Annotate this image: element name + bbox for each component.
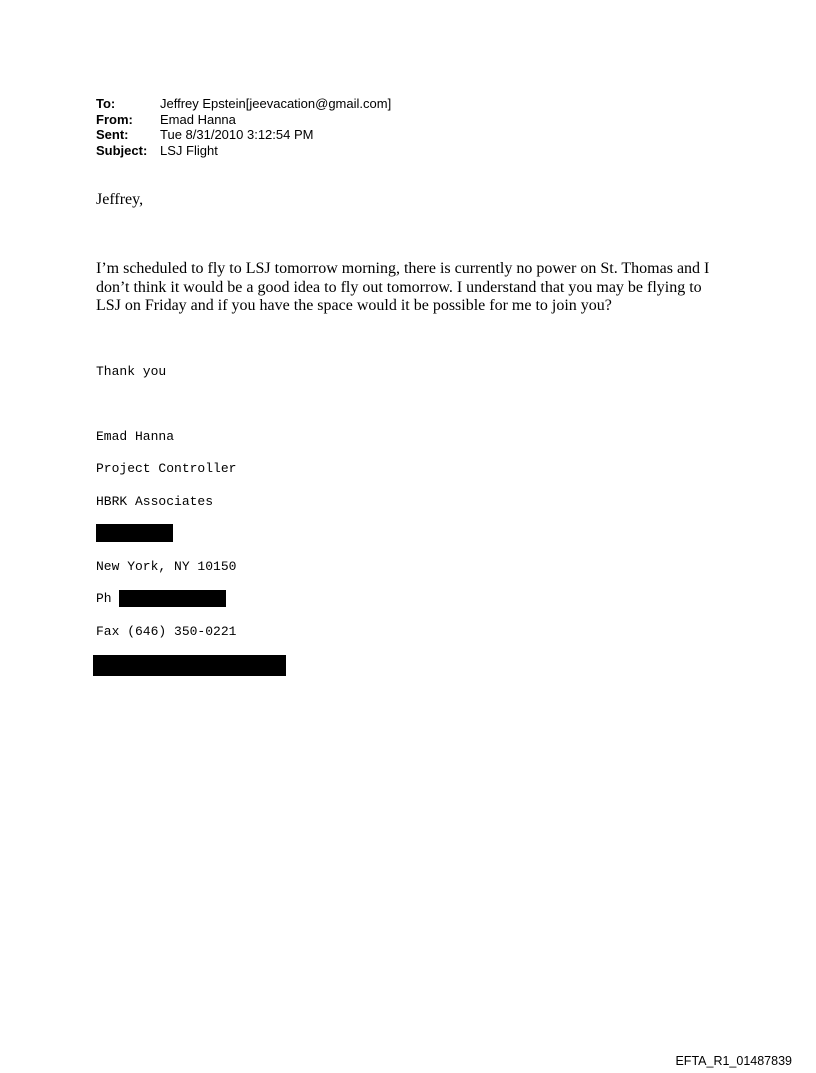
redaction-address: [96, 524, 173, 542]
greeting: Jeffrey,: [96, 191, 144, 208]
subject-value: LSJ Flight: [160, 142, 218, 158]
signature-company: HBRK Associates: [96, 494, 214, 509]
signature-fax: Fax (646) 350-0221: [96, 624, 237, 639]
email-header: [96, 96, 391, 158]
document-id: EFTA_R1_01487839: [675, 1054, 792, 1068]
from-value: Emad Hanna: [160, 111, 236, 127]
from-label: From:: [96, 111, 133, 127]
from-row: [96, 112, 391, 128]
subject-row: [96, 143, 391, 159]
subject-label: Subject:: [96, 142, 148, 158]
redaction-email: [93, 655, 286, 676]
signature-city: New York, NY 10150: [96, 559, 237, 574]
body-line-1: I’m scheduled to fly to LSJ tomorrow morning, there is currently no power on St. Thomas and I: [96, 260, 710, 277]
sent-label: Sent:: [96, 127, 129, 142]
body-line-3: LSJ on Friday and if you have the space would it be possible for me to join you?: [96, 297, 612, 314]
signature-phone-label: Ph: [96, 591, 112, 606]
body-line-2: don’t think it would be a good idea to fly out tomorrow. I understand that you may be flying to: [96, 278, 702, 296]
sent-value: Tue 8/31/2010 3:12:54 PM: [160, 127, 314, 142]
signature-name: Emad Hanna: [96, 429, 175, 444]
body-paragraph: [96, 260, 709, 316]
redaction-phone: [119, 590, 226, 607]
to-label: To:: [96, 96, 116, 111]
to-value: Jeffrey Epstein[jeevacation@gmail.com]: [160, 96, 392, 111]
sent-row: [96, 127, 391, 143]
signature-title: Project Controller: [96, 461, 237, 476]
to-row: [96, 96, 391, 112]
closing: Thank you: [96, 364, 167, 379]
